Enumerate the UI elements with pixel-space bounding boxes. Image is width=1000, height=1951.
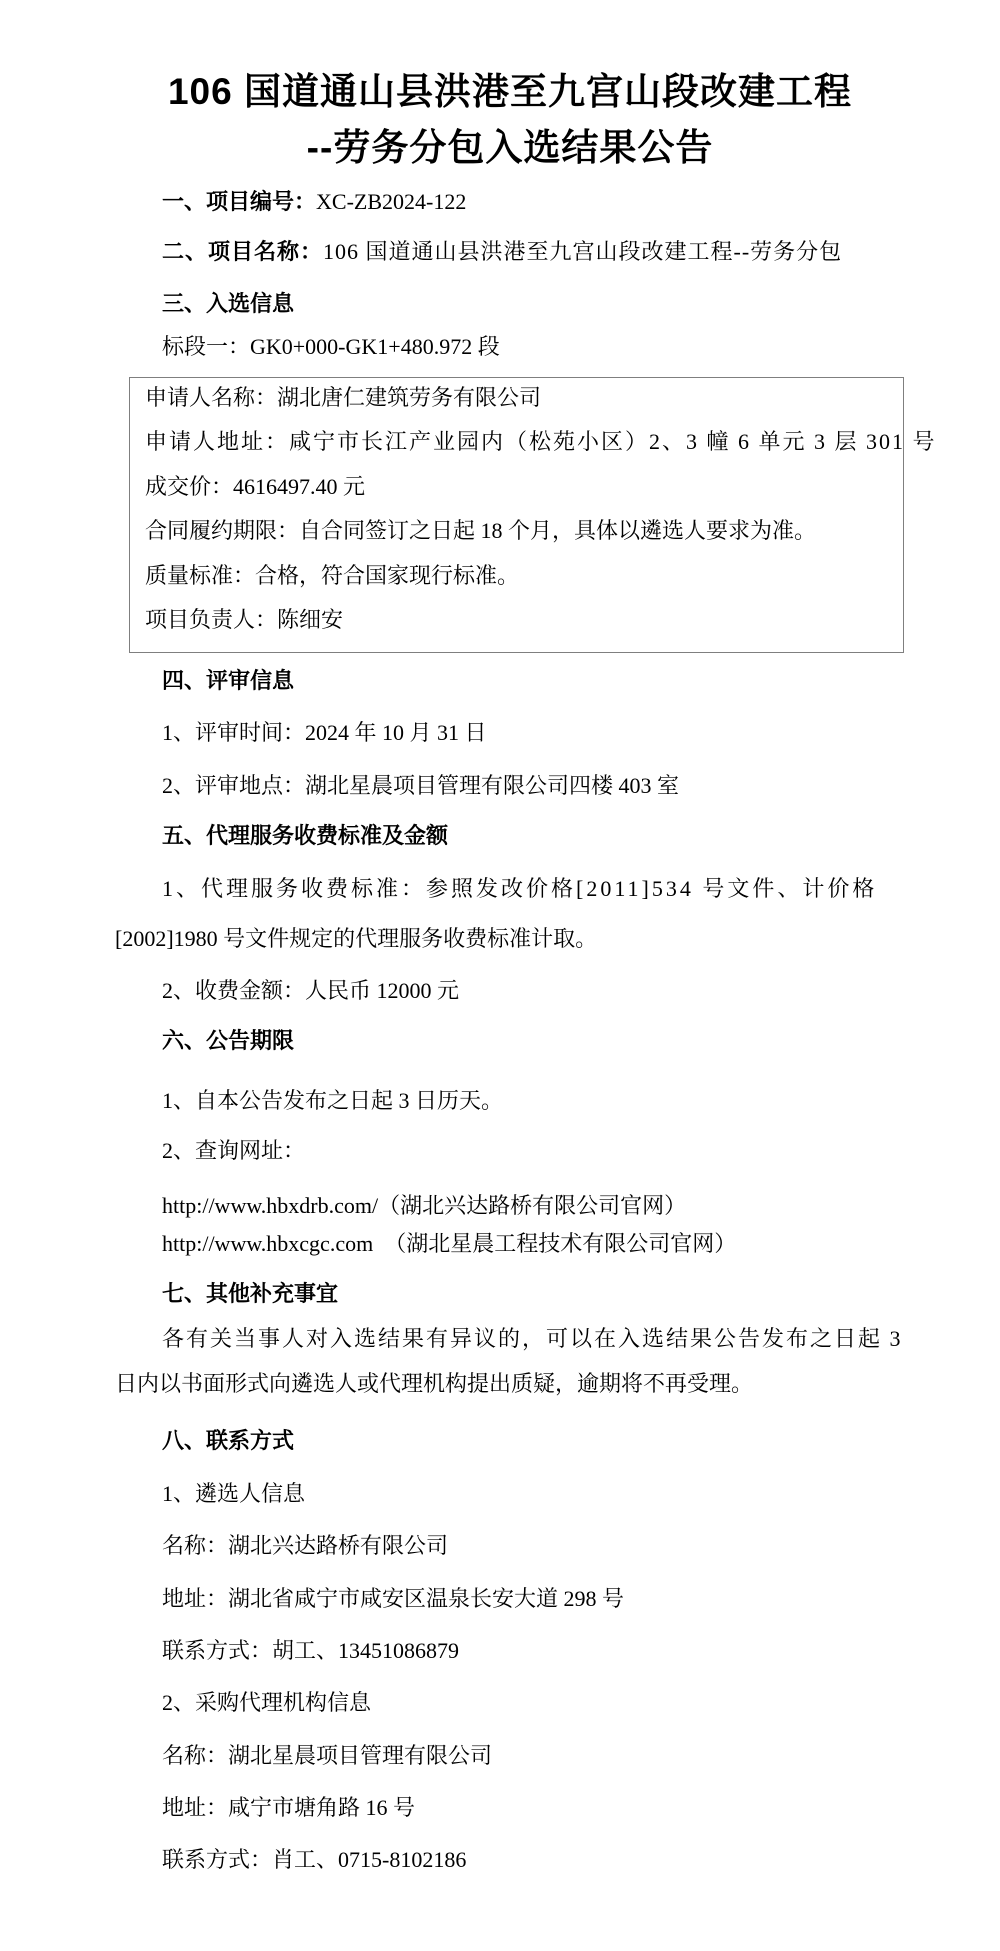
line-selector-name: 名称：湖北兴达路桥有限公司 xyxy=(162,1533,449,1558)
winner-contract-term: 合同履约期限：自合同签订之日起 18 个月，具体以遴选人要求为准。 xyxy=(145,518,817,543)
line-notice-duration: 1、自本公告发布之日起 3 日历天。 xyxy=(162,1088,504,1113)
line-agency-name: 名称：湖北星晨项目管理有限公司 xyxy=(162,1743,493,1768)
line-agency-heading: 2、采购代理机构信息 xyxy=(162,1690,372,1715)
project-number-label: 一、项目编号： xyxy=(162,189,317,214)
line-review-time: 1、评审时间：2024 年 10 月 31 日 xyxy=(162,720,487,745)
line-fee-standard-1: 1、代理服务收费标准：参照发改价格[2011]534 号文件、计价格 xyxy=(162,876,878,901)
line-project-number xyxy=(162,188,466,215)
section-heading-contact: 八、联系方式 xyxy=(162,1428,295,1453)
section-heading-other: 七、其他补充事宜 xyxy=(162,1281,339,1306)
section-heading-selection: 三、入选信息 xyxy=(162,291,295,316)
line-lot: 标段一：GK0+000-GK1+480.972 段 xyxy=(162,334,500,359)
winner-project-manager: 项目负责人：陈细安 xyxy=(145,607,344,632)
line-selector-address: 地址：湖北省咸宁市咸安区温泉长安大道 298 号 xyxy=(162,1586,625,1611)
line-project-name xyxy=(162,238,842,265)
winner-quality-standard: 质量标准：合格，符合国家现行标准。 xyxy=(145,563,520,588)
line-selector-heading: 1、遴选人信息 xyxy=(162,1481,306,1506)
line-url-xingda: http://www.hbxdrb.com/（湖北兴达路桥有限公司官网） xyxy=(162,1193,687,1218)
winner-deal-price: 成交价：4616497.40 元 xyxy=(145,474,366,499)
line-url-xingchen: http://www.hbxcgc.com （湖北星晨工程技术有限公司官网） xyxy=(162,1231,737,1256)
project-number-value: XC-ZB2024-122 xyxy=(316,189,467,214)
winner-applicant-name: 申请人名称：湖北唐仁建筑劳务有限公司 xyxy=(145,385,542,410)
section-heading-notice-period: 六、公告期限 xyxy=(162,1028,295,1053)
winner-applicant-address: 申请人地址：咸宁市长江产业园内（松苑小区）2、3 幢 6 单元 3 层 301 号 xyxy=(145,429,937,454)
page-title-line-2: --劳务分包入选结果公告 xyxy=(306,127,714,168)
winner-info-box xyxy=(129,377,937,653)
project-name-label: 二、项目名称： xyxy=(162,239,324,264)
line-agency-phone: 联系方式：肖工、0715-8102186 xyxy=(162,1847,467,1872)
line-fee-standard-2: [2002]1980 号文件规定的代理服务收费标准计取。 xyxy=(115,926,598,951)
line-fee-amount: 2、收费金额：人民币 12000 元 xyxy=(162,978,460,1003)
line-objection-1: 各有关当事人对入选结果有异议的，可以在入选结果公告发布之日起 3 xyxy=(162,1326,903,1351)
line-query-urls-label: 2、查询网址： xyxy=(162,1138,306,1163)
section-heading-review: 四、评审信息 xyxy=(162,668,295,693)
section-heading-agency-fee: 五、代理服务收费标准及金额 xyxy=(162,823,449,848)
line-review-place: 2、评审地点：湖北星晨项目管理有限公司四楼 403 室 xyxy=(162,773,680,798)
page-title-line-1: 106 国道通山县洪港至九宫山段改建工程 xyxy=(167,71,852,112)
line-objection-2: 日内以书面形式向遴选人或代理机构提出质疑，逾期将不再受理。 xyxy=(115,1371,754,1396)
project-name-value: 106 国道通山县洪港至九宫山段改建工程--劳务分包 xyxy=(323,239,843,264)
line-agency-address: 地址：咸宁市塘角路 16 号 xyxy=(162,1795,416,1820)
line-selector-phone: 联系方式：胡工、13451086879 xyxy=(162,1638,460,1663)
